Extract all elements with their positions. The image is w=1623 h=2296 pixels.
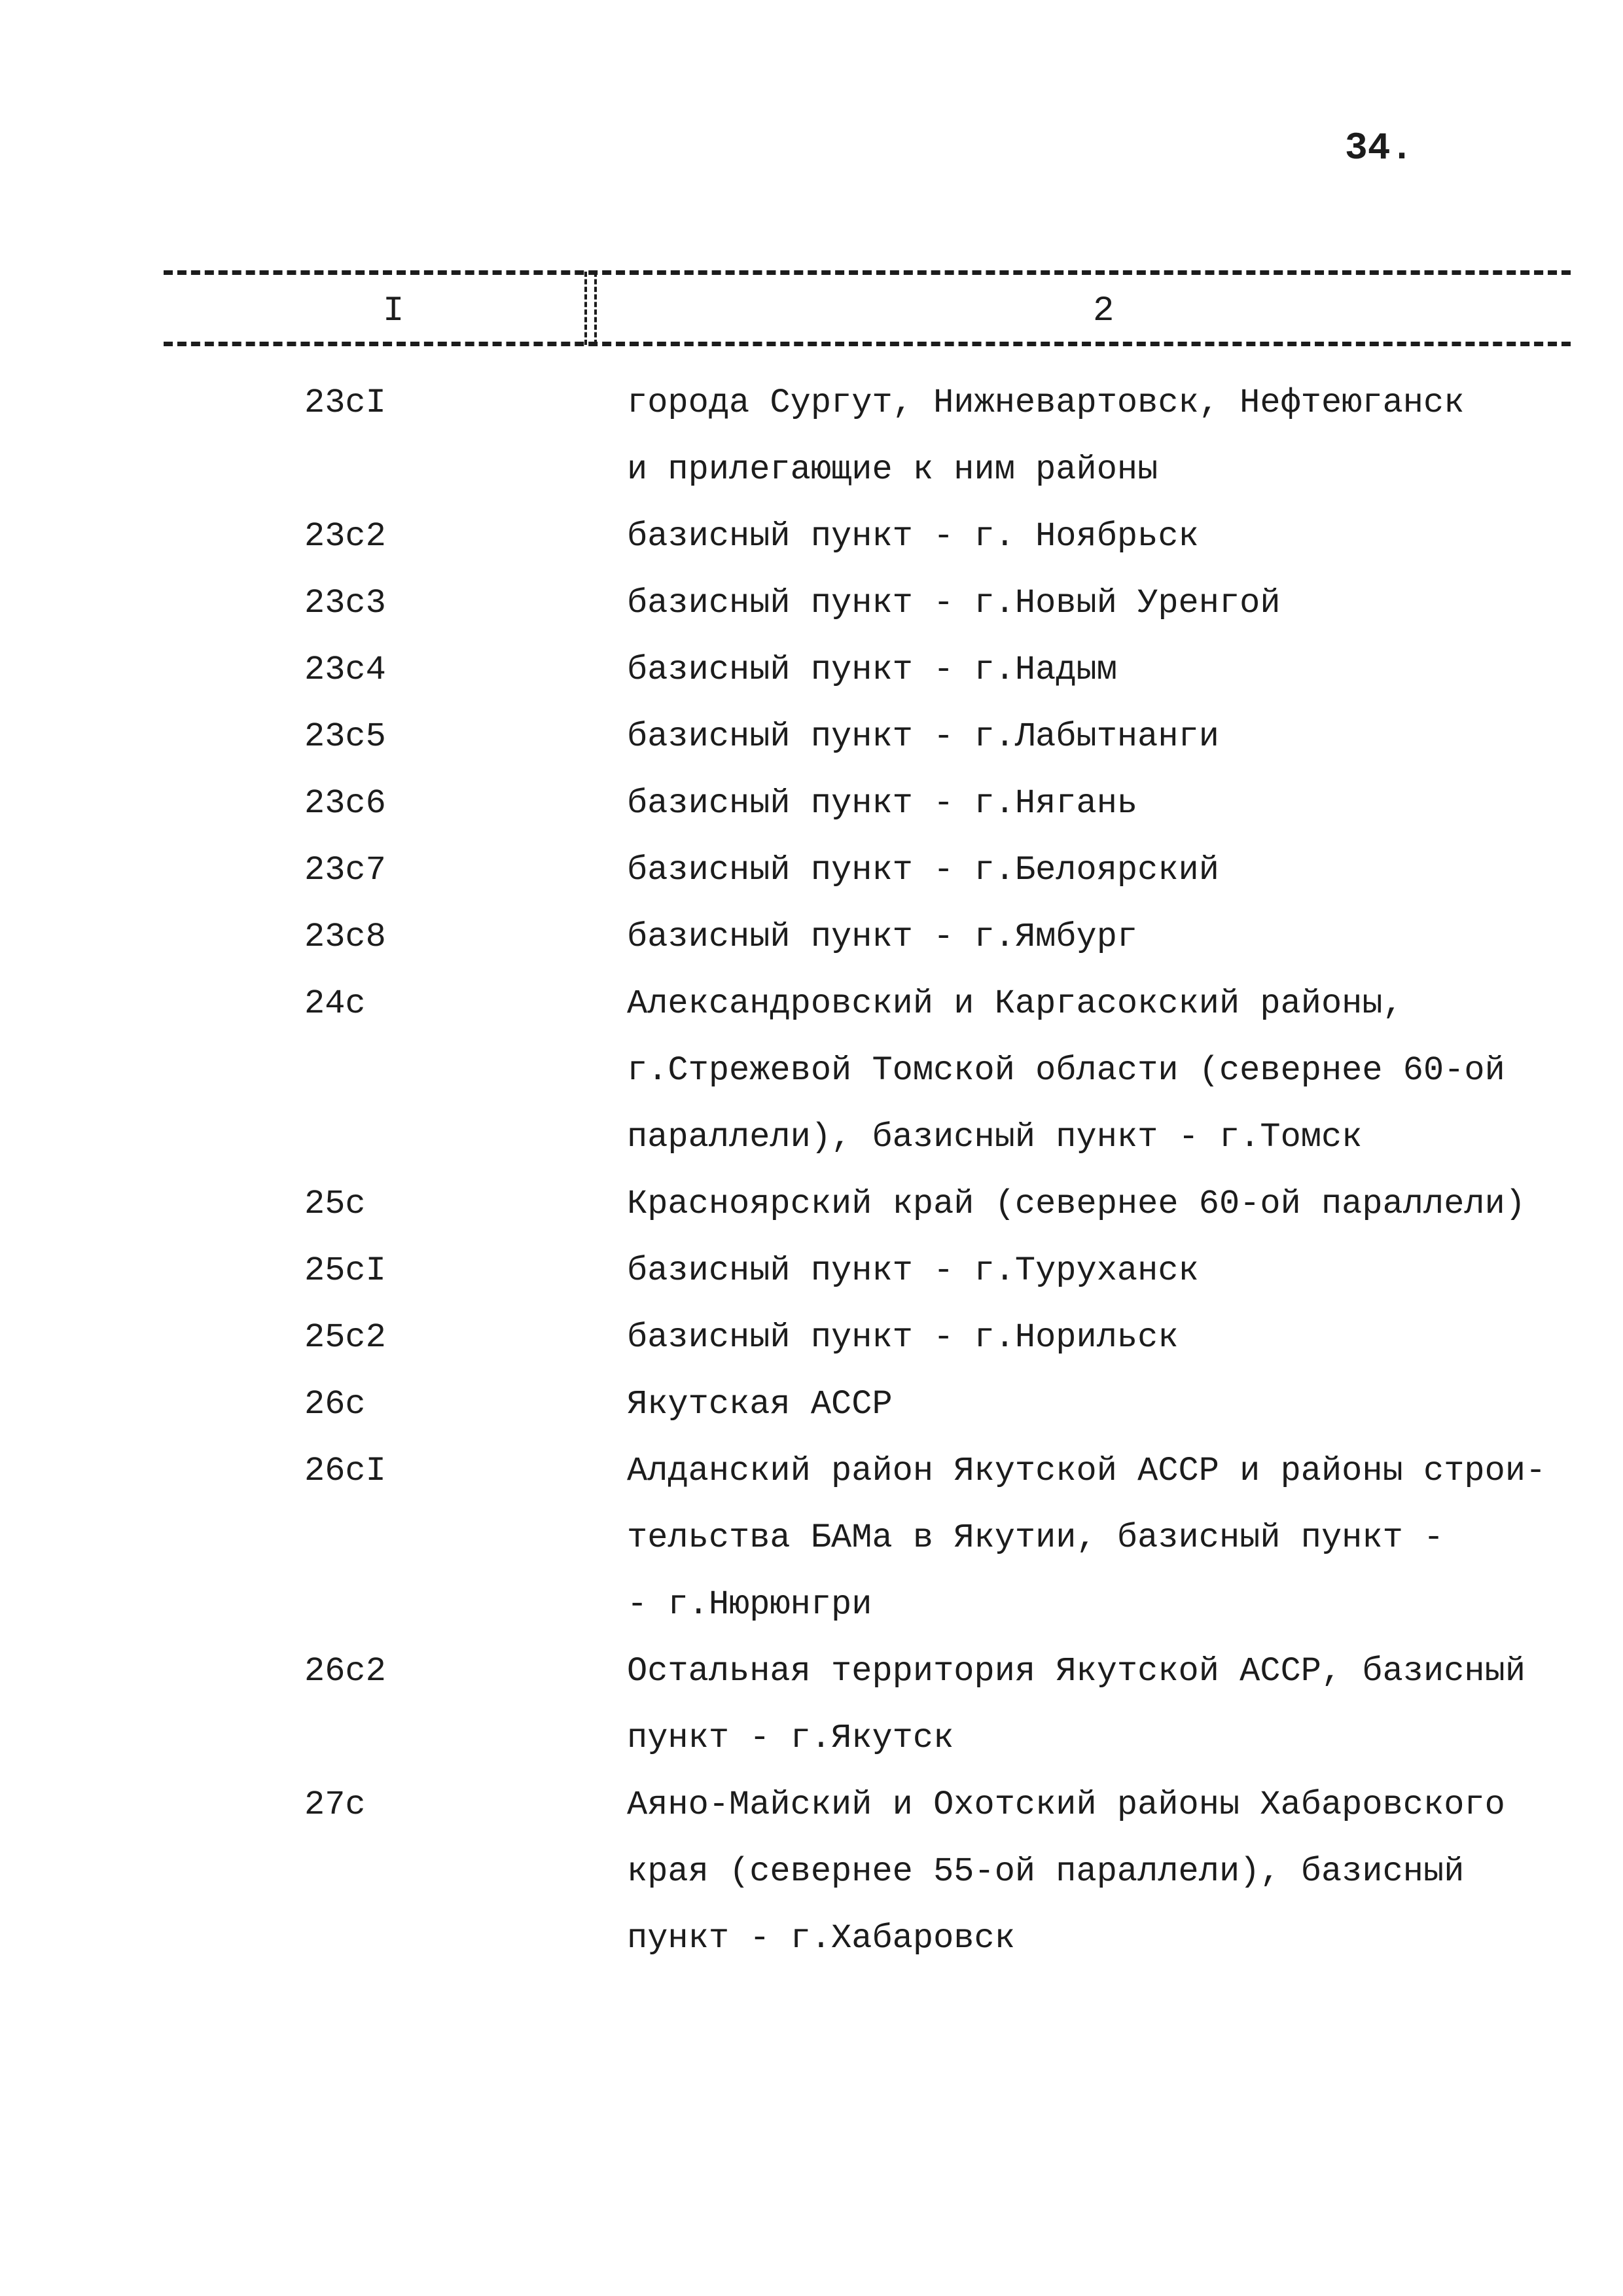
- row-description-line: базисный пункт - г.Лабытнанги: [627, 717, 1219, 756]
- row-description-line: Александровский и Каргасокский районы,: [627, 984, 1403, 1023]
- table-row: [0, 1638, 1623, 1772]
- table-body: [0, 370, 1623, 1972]
- row-description: [627, 1238, 1582, 1304]
- row-description: [627, 1304, 1582, 1371]
- row-description-line: Аяно-Майский и Охотский районы Хабаровского: [627, 1785, 1505, 1824]
- row-description-line: и прилегающие к ним районы: [627, 450, 1158, 489]
- column-divider-second: [594, 272, 597, 345]
- table-row: [0, 1238, 1623, 1304]
- row-description-line: края (севернее 55-ой параллели), базисный: [627, 1852, 1465, 1891]
- column-divider: [584, 272, 587, 345]
- row-description-line: Красноярский край (севернее 60-ой параллели): [627, 1185, 1526, 1223]
- row-description: [627, 570, 1582, 637]
- row-description-line: тельства БАМа в Якутии, базисный пункт -: [627, 1518, 1444, 1557]
- row-code: 23c4: [304, 651, 386, 689]
- row-code: 24c: [304, 984, 366, 1023]
- row-code: 23c2: [304, 517, 386, 556]
- row-code: 25c2: [304, 1318, 386, 1357]
- row-description-line: базисный пункт - г. Ноябрьск: [627, 517, 1199, 556]
- row-description-line: пункт - г.Якутск: [627, 1719, 954, 1757]
- row-description: [627, 370, 1582, 503]
- table-row: [0, 837, 1623, 904]
- table-row: [0, 770, 1623, 837]
- column-header-1: I: [383, 291, 404, 331]
- row-description: [627, 1171, 1582, 1238]
- row-description-line: г.Стрежевой Томской области (севернее 60-ой: [627, 1051, 1505, 1090]
- table-top-rule: [164, 270, 1571, 275]
- row-code: 23c3: [304, 584, 386, 622]
- row-code: 26c2: [304, 1652, 386, 1691]
- row-description-line: Якутская АССР: [627, 1385, 893, 1424]
- row-description-line: города Сургут, Нижневартовск, Нефтеюганск: [627, 384, 1465, 422]
- table-header-rule: [164, 342, 1571, 346]
- row-description: [627, 1772, 1582, 1972]
- table-row: [0, 1171, 1623, 1238]
- row-description: [627, 637, 1582, 704]
- row-description: [627, 837, 1582, 904]
- row-description: [627, 1371, 1582, 1438]
- table-row: [0, 1304, 1623, 1371]
- row-code: 23c6: [304, 784, 386, 823]
- row-description-line: базисный пункт - г.Новый Уренгой: [627, 584, 1281, 622]
- row-description: [627, 704, 1582, 770]
- row-code: 26c: [304, 1385, 366, 1424]
- row-code: 26cI: [304, 1452, 386, 1490]
- row-description-line: базисный пункт - г.Туруханск: [627, 1251, 1199, 1290]
- row-description: [627, 1438, 1582, 1638]
- row-code: 23c8: [304, 918, 386, 956]
- row-description-line: базисный пункт - г.Белоярский: [627, 851, 1219, 889]
- row-description: [627, 904, 1582, 971]
- row-code: 25c: [304, 1185, 366, 1223]
- row-description-line: базисный пункт - г.Нягань: [627, 784, 1138, 823]
- table-row: [0, 570, 1623, 637]
- table-row: [0, 370, 1623, 503]
- row-description-line: Остальная территория Якутской АССР, базисный: [627, 1652, 1526, 1691]
- column-header-2: 2: [1093, 291, 1115, 331]
- row-description: [627, 971, 1582, 1171]
- table-row: [0, 704, 1623, 770]
- table-row: [0, 904, 1623, 971]
- row-description-line: Алданский район Якутской АССР и районы строи-: [627, 1452, 1546, 1490]
- row-code: 23c7: [304, 851, 386, 889]
- table-row: [0, 637, 1623, 704]
- table-row: [0, 971, 1623, 1171]
- row-description: [627, 1638, 1582, 1772]
- row-description-line: параллели), базисный пункт - г.Томск: [627, 1118, 1363, 1157]
- row-description: [627, 770, 1582, 837]
- row-description: [627, 503, 1582, 570]
- table-row: [0, 503, 1623, 570]
- row-code: 27c: [304, 1785, 366, 1824]
- row-description-line: пункт - г.Хабаровск: [627, 1919, 1015, 1958]
- row-code: 23cI: [304, 384, 386, 422]
- table-row: [0, 1371, 1623, 1438]
- table-row: [0, 1772, 1623, 1972]
- table-row: [0, 1438, 1623, 1638]
- row-description-line: - г.Нюрюнгри: [627, 1585, 872, 1624]
- row-code: 23c5: [304, 717, 386, 756]
- row-code: 25cI: [304, 1251, 386, 1290]
- row-description-line: базисный пункт - г.Норильск: [627, 1318, 1179, 1357]
- row-description-line: базисный пункт - г.Ямбург: [627, 918, 1138, 956]
- page-number: 34.: [1345, 128, 1414, 170]
- row-description-line: базисный пункт - г.Надым: [627, 651, 1117, 689]
